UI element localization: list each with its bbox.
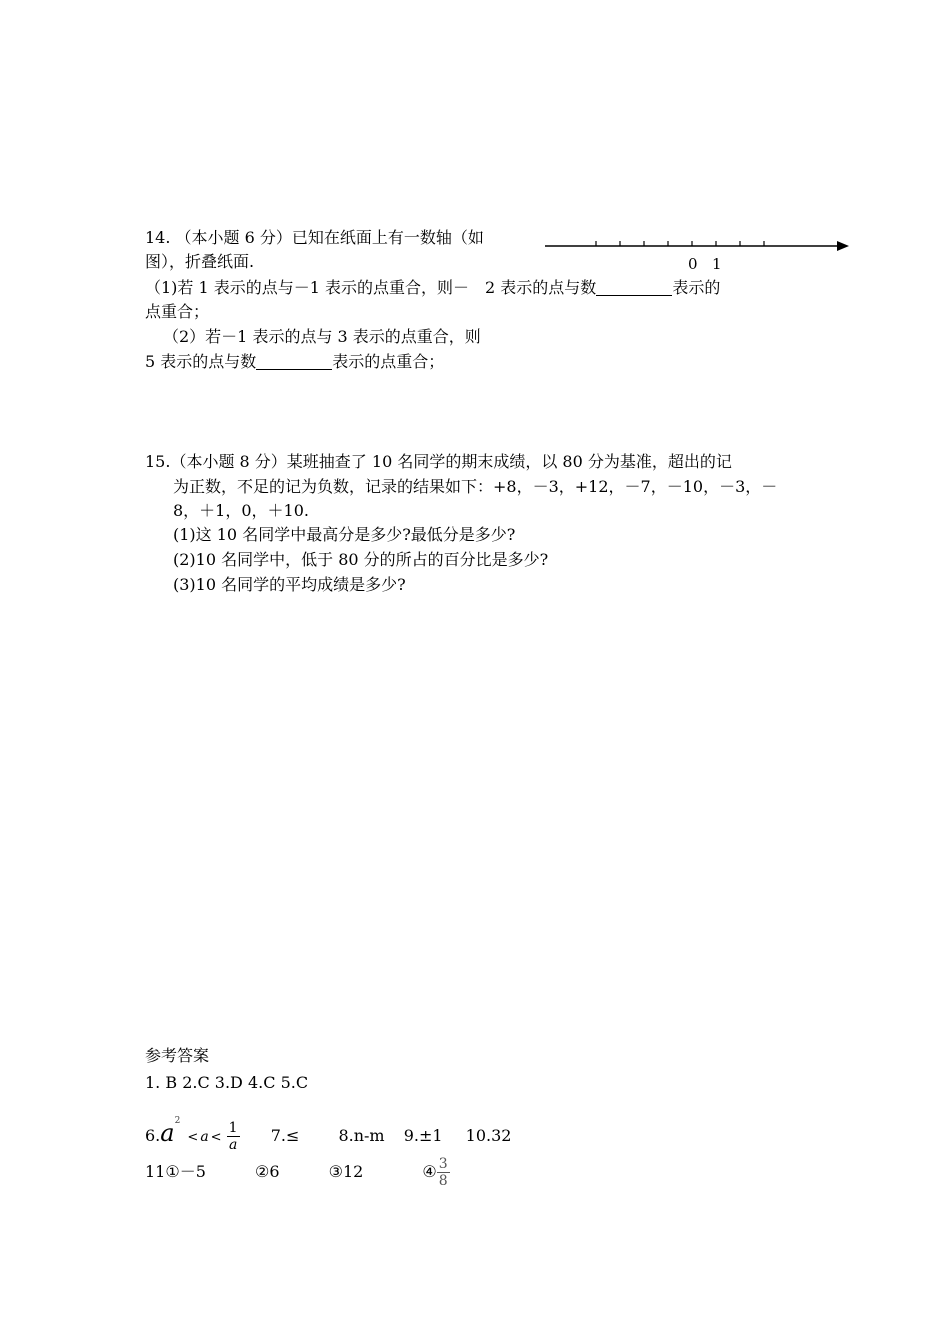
number-line-diagram [545,232,851,272]
q14-line2: 图），折叠纸面. [145,252,255,271]
q14-part1-text: （1)若 1 表示的点与－1 表示的点重合，则－ 2 表示的点与数 [145,278,597,297]
q11-answer-3: ③12 [328,1162,364,1181]
q9-answer: 9.±1 [403,1126,443,1145]
q14-part2-tail: 表示的点重合； [332,352,445,371]
q6-fraction-num: 1 [228,1120,238,1136]
answers-row2 [145,1098,512,1153]
q11-fraction-num: 3 [438,1156,448,1172]
q11-fraction-den: 8 [438,1173,448,1189]
q6-label: 6. [145,1126,161,1145]
answer-blank[interactable] [596,279,672,296]
q14-part2-cont [145,352,444,372]
answer-blank[interactable] [256,353,332,370]
q6-fraction-den: a [228,1137,238,1153]
q11-answer-2: ②6 [254,1162,280,1181]
axis-label-0: 0 [688,255,698,272]
q14-part1-cont: 点重合； [145,302,210,321]
answers-title: 参考答案 [145,1046,210,1065]
q15-line2: 为正数，不足的记为负数，记录的结果如下：+8，－3，+12，－7，－10，－3，－ [173,477,778,496]
q14-part2-text: 5 表示的点与数 [145,352,257,371]
q6-a: a [160,1119,175,1147]
q6-fraction [227,1120,240,1153]
q15-sub2: (2)10 名同学中，低于 80 分的所占的百分比是多少? [173,550,549,569]
answers-row3 [145,1150,450,1194]
q7-answer: 7.≤ [270,1126,300,1145]
q8-answer: 8.n-m [338,1126,385,1145]
q15-line1: 15.（本小题 8 分）某班抽查了 10 名同学的期末成绩，以 80 分为基准，超出的记 [145,452,732,471]
q10-answer: 10.32 [465,1126,512,1145]
q15-sub3: (3)10 名同学的平均成绩是多少? [173,575,406,594]
axis-arrow [837,241,849,251]
q6-less-than: < [187,1130,199,1145]
q14-line1: 14. （本小题 6 分）已知在纸面上有一数轴（如 [145,228,484,247]
q14-part1-tail: 表示的 [672,278,721,297]
axis-label-1: 1 [712,255,722,272]
q15-sub1: (1)这 10 名同学中最高分是多少?最低分是多少? [173,525,516,544]
answers-row1: 1. B 2.C 3.D 4.C 5.C [145,1073,309,1092]
q6-exponent: 2 [174,1116,181,1126]
q11-answer-1: 11①－5 [145,1162,206,1181]
q11-fraction [437,1156,450,1189]
q14-part1 [145,278,720,298]
q6-a2: a [200,1129,209,1145]
q11-answer-4: ④ [422,1162,437,1181]
q14-part2: （2）若－1 表示的点与 3 表示的点重合，则 [163,327,481,346]
q6-less-than-2: < [210,1130,222,1145]
q15-line3: 8，＋1，0，＋10. [173,501,309,520]
